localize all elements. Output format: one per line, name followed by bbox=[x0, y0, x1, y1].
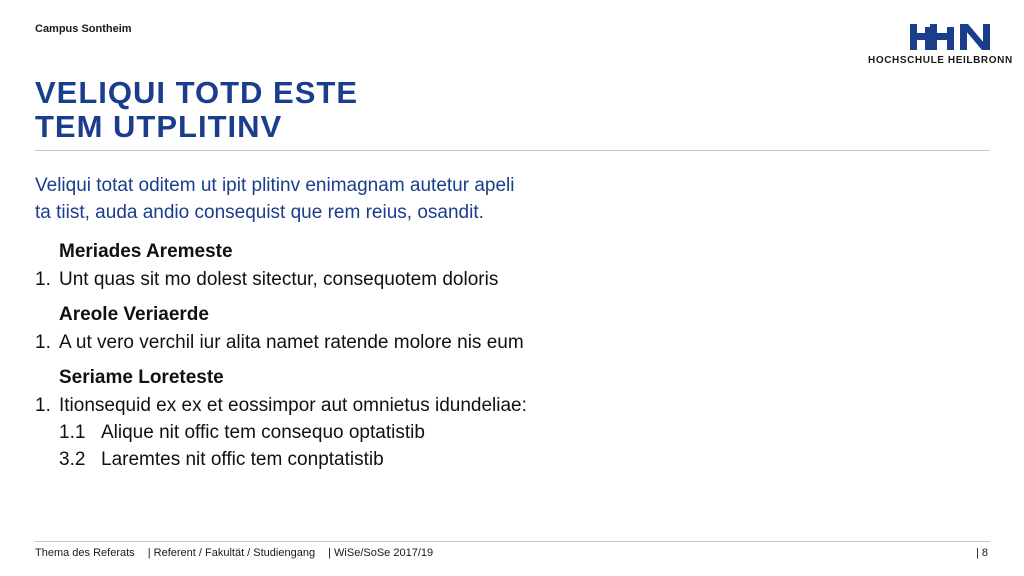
logo-wordmark: HOCHSCHULE HEILBRONN bbox=[868, 55, 1013, 66]
slide-title-line-1: VELIQUI TOTD ESTE bbox=[35, 75, 359, 110]
list-item-text: A ut vero verchil iur alita namet ratende molore nis eum bbox=[59, 332, 524, 353]
hhn-logo-mark bbox=[910, 24, 992, 50]
footer bbox=[35, 547, 443, 559]
intro-line-2: ta tiist, auda andio consequist que rem reius, osandit. bbox=[35, 202, 484, 223]
sub-list-item-text: Laremtes nit offic tem conptatistib bbox=[101, 449, 384, 470]
footer-divider bbox=[35, 541, 990, 542]
campus-label: Campus Sontheim bbox=[35, 23, 132, 35]
list-item-text: Itionsequid ex ex et eossimpor aut omnietus idundeliae: bbox=[59, 395, 527, 416]
sub-list-item-number: 1.1 bbox=[59, 422, 86, 443]
list-item-number: 1. bbox=[35, 269, 51, 290]
page-number: | 8 bbox=[975, 547, 988, 559]
footer-author: | Referent / Fakultät / Studiengang bbox=[147, 547, 316, 559]
list-item-text: Unt quas sit mo dolest sitectur, consequotem doloris bbox=[59, 269, 499, 290]
intro-line-1: Veliqui totat oditem ut ipit plitinv enimagnam autetur apeli bbox=[35, 175, 515, 196]
sub-list-item bbox=[35, 446, 655, 473]
section-heading: Meriades Aremeste bbox=[59, 241, 233, 262]
title-divider bbox=[35, 150, 990, 151]
list-item-number: 1. bbox=[35, 332, 51, 353]
sub-list-item-number: 3.2 bbox=[59, 449, 86, 470]
section-1 bbox=[35, 238, 655, 293]
slide-title-line-2: TEM UTPLITINV bbox=[35, 109, 283, 144]
intro-text bbox=[35, 172, 595, 226]
list-item bbox=[35, 266, 655, 293]
list-item bbox=[35, 392, 655, 419]
section-heading: Areole Veriaerde bbox=[59, 304, 209, 325]
list-item-number: 1. bbox=[35, 395, 51, 416]
slide-title bbox=[35, 76, 358, 144]
section-3 bbox=[35, 364, 655, 473]
list-item bbox=[35, 329, 655, 356]
sub-list-item-text: Alique nit offic tem consequo optatistib bbox=[101, 422, 425, 443]
footer-topic: Thema des Referats bbox=[35, 547, 135, 559]
content-list bbox=[35, 238, 655, 481]
footer-term: | WiSe/SoSe 2017/19 bbox=[328, 547, 434, 559]
section-2 bbox=[35, 301, 655, 356]
sub-list-item bbox=[35, 419, 655, 446]
section-heading: Seriame Loreteste bbox=[59, 367, 224, 388]
hhn-logo bbox=[866, 24, 1013, 68]
